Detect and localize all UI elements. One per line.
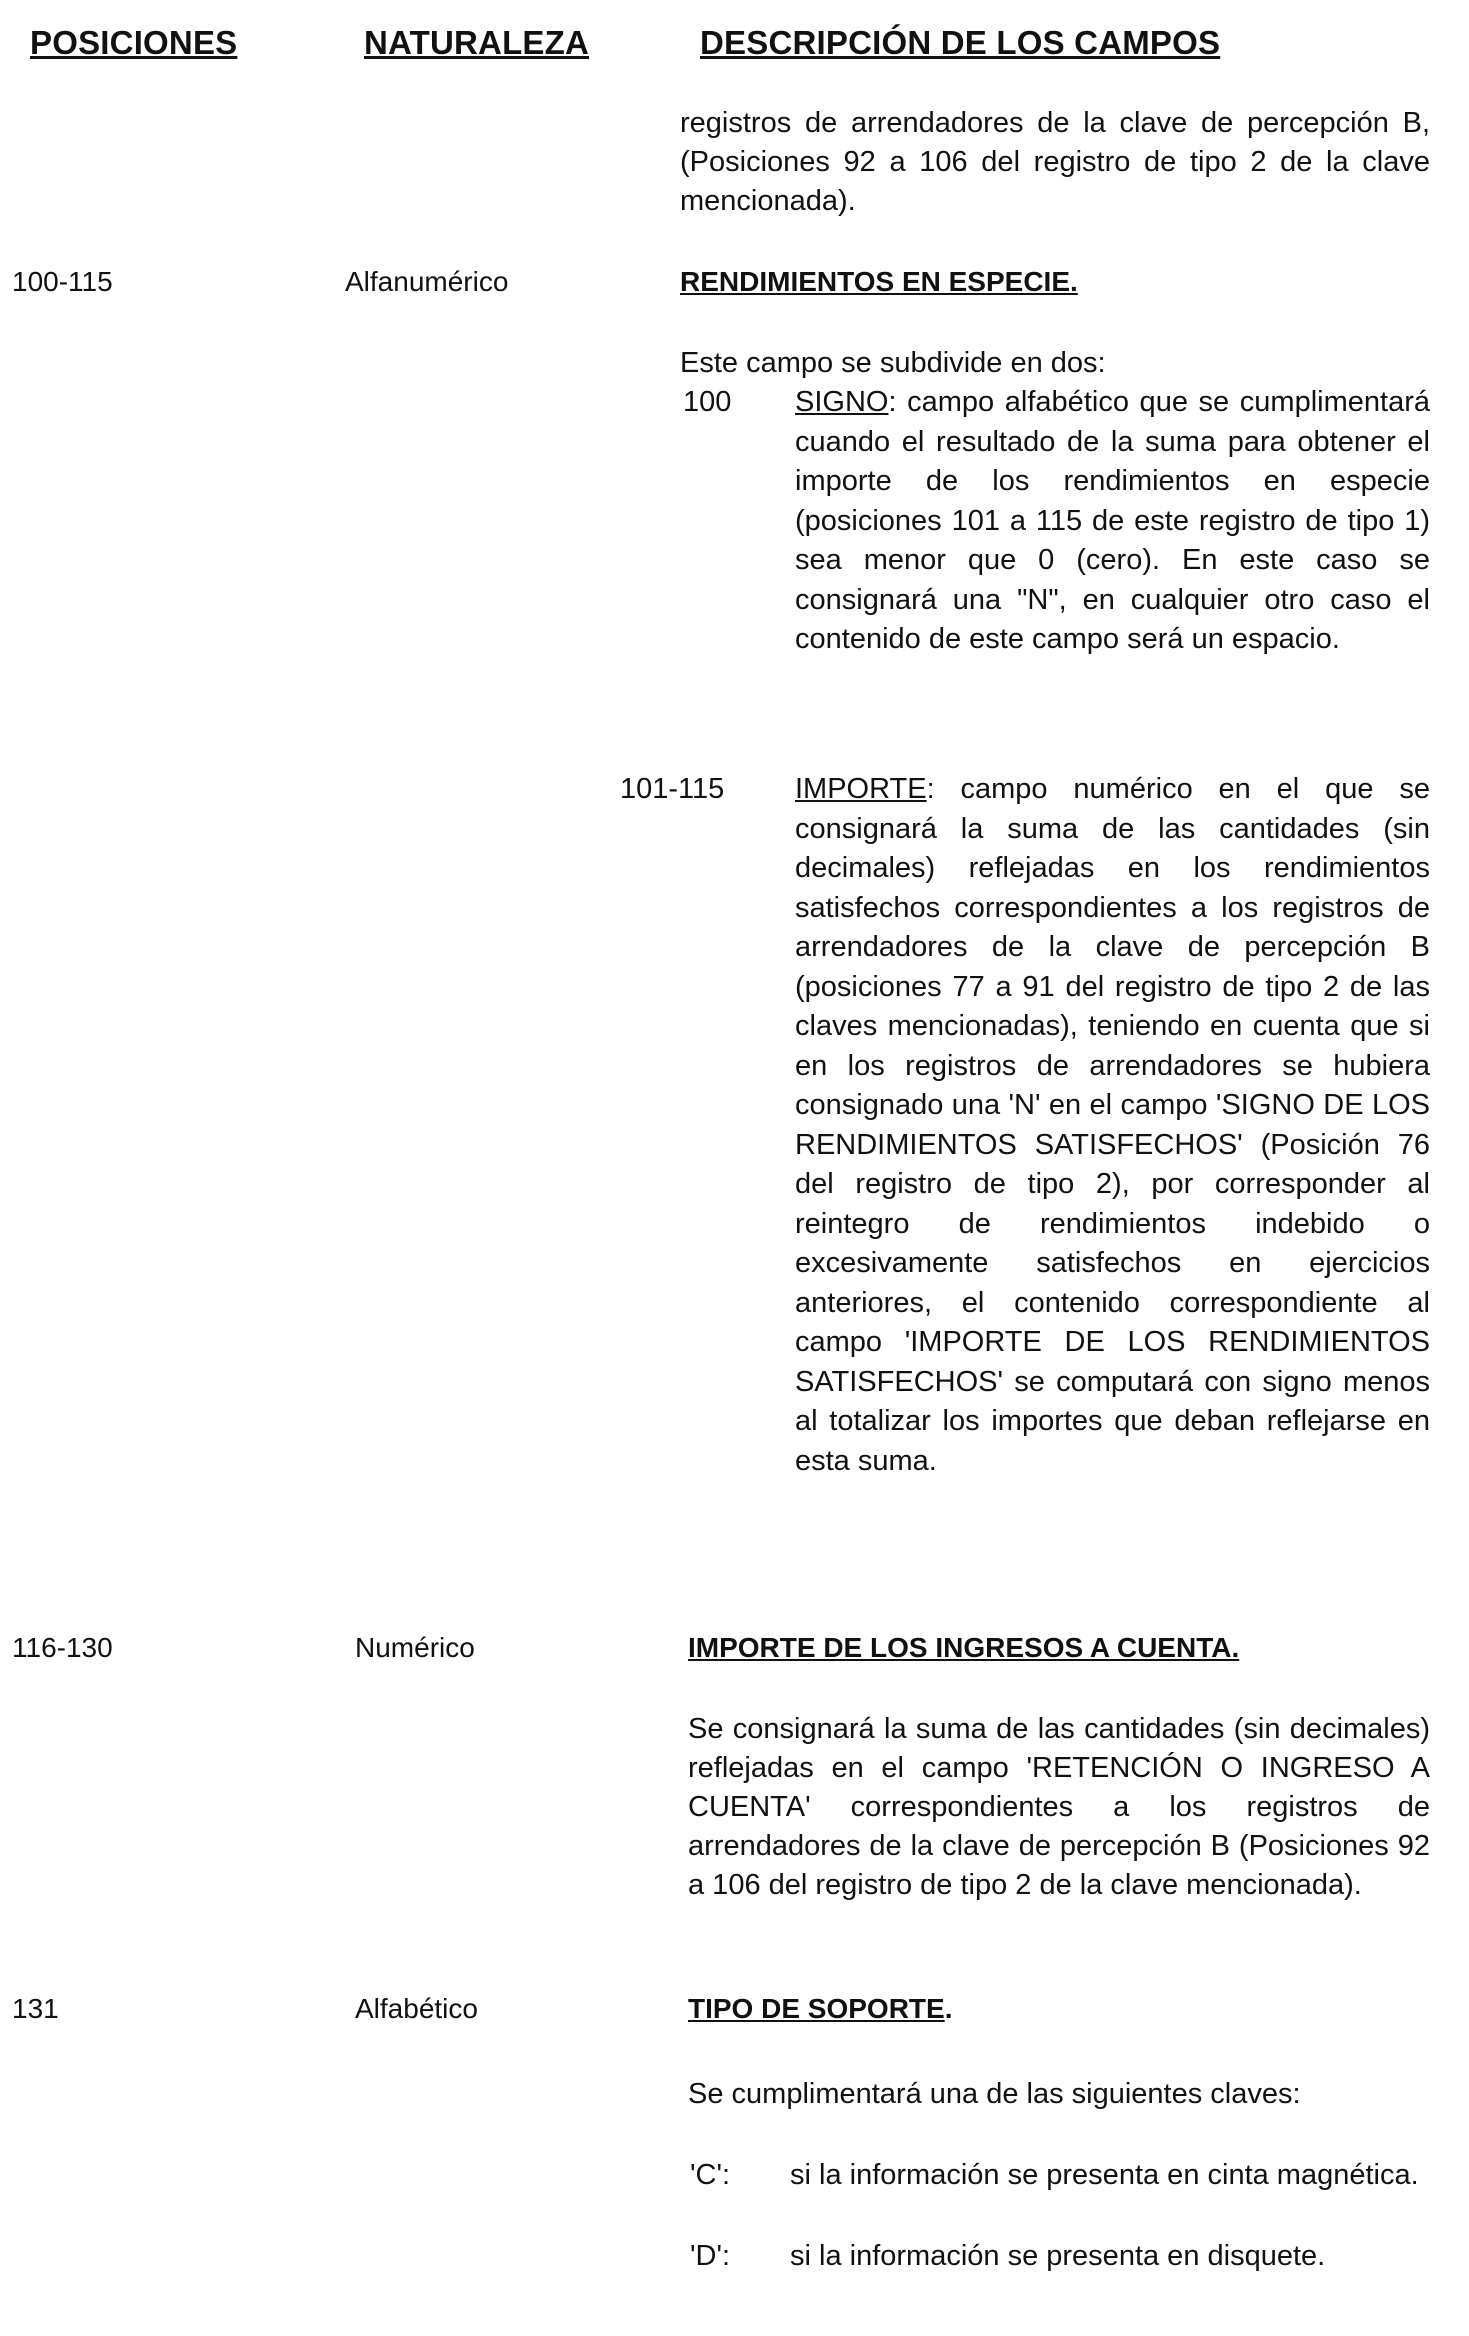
field-positions: 131 — [12, 1993, 59, 2024]
continuation-paragraph: registros de arrendadores de la clave de percepción B, (Posiciones 92 a 106 del registro de tipo 2 de la clave mencionada). — [680, 107, 1430, 217]
field-positions: 100-115 — [12, 266, 113, 297]
field-title: IMPORTE DE LOS INGRESOS A CUENTA. — [688, 1632, 1240, 1663]
field-nature: Alfanumérico — [345, 266, 509, 297]
field-nature: Alfabético — [355, 1993, 478, 2024]
option-text: si la información se presenta en cinta magnética. — [790, 2159, 1419, 2191]
field-nature: Numérico — [355, 1632, 475, 1663]
field-title-suffix: . — [944, 1993, 953, 2024]
subfield-description: SIGNO: campo alfabético que se cumplimentará cuando el resultado de la suma para obtener el importe de los rendimientos en especie (posiciones 101 a 115 de este registro de tipo 1) sea menor que 0 (cero). En este caso se consignará una "N", en cualquier otro caso el contenido de este campo será un espacio. — [795, 386, 1430, 655]
field-positions: 116-130 — [12, 1632, 113, 1663]
subfield-name: SIGNO — [795, 386, 889, 418]
subfield-description: IMPORTE: campo numérico en el que se consignará la suma de las cantidades (sin decimales) reflejadas en los rendimientos satisfechos correspondientes a los registros de arrendadores de la clave de percepción B (posiciones 77 a 91 del registro de tipo 2 de las claves mencionadas), teniendo en cuenta que si en los registros de arrendadores se hubiera consignado una 'N' en el campo 'SIGNO DE LOS RENDIMIENTOS SATISFECHOS' (Posición 76 del registro de tipo 2), por corresponder al reintegro de rendimientos indebido o excesivamente satisfechos en ejercicios anteriores, el contenido correspondiente al campo 'IMPORTE DE LOS RENDIMIENTOS SATISFECHOS' se computará con signo menos al totalizar los importes que deban reflejarse en esta suma. — [795, 773, 1430, 1477]
field-intro: Se cumplimentará una de las siguientes claves: — [688, 2078, 1301, 2110]
header-descripcion: DESCRIPCIÓN DE LOS CAMPOS — [700, 24, 1221, 61]
subfield-name: IMPORTE — [795, 773, 927, 805]
subfield-position: 100 — [683, 386, 732, 418]
header-naturaleza: NATURALEZA — [364, 24, 590, 61]
field-intro: Este campo se subdivide en dos: — [680, 347, 1106, 379]
field-title: RENDIMIENTOS EN ESPECIE. — [680, 266, 1078, 297]
subfield-position: 101-115 — [620, 773, 725, 805]
option-key: 'D': — [690, 2240, 731, 2272]
field-title — [688, 1993, 952, 2025]
option-key: 'C': — [690, 2159, 731, 2191]
header-posiciones: POSICIONES — [30, 24, 238, 61]
field-description: Se consignará la suma de las cantidades (sin decimales) reflejadas en el campo 'RETENCIÓN O INGRESO A CUENTA' correspondientes a los registros de arrendadores de la clave de percepción B (Posiciones 92 a 106 del registro de tipo 2 de la clave mencionada). — [688, 1713, 1430, 1901]
option-text: si la información se presenta en disquete. — [790, 2240, 1326, 2272]
field-title-text: TIPO DE SOPORTE — [688, 1993, 945, 2024]
